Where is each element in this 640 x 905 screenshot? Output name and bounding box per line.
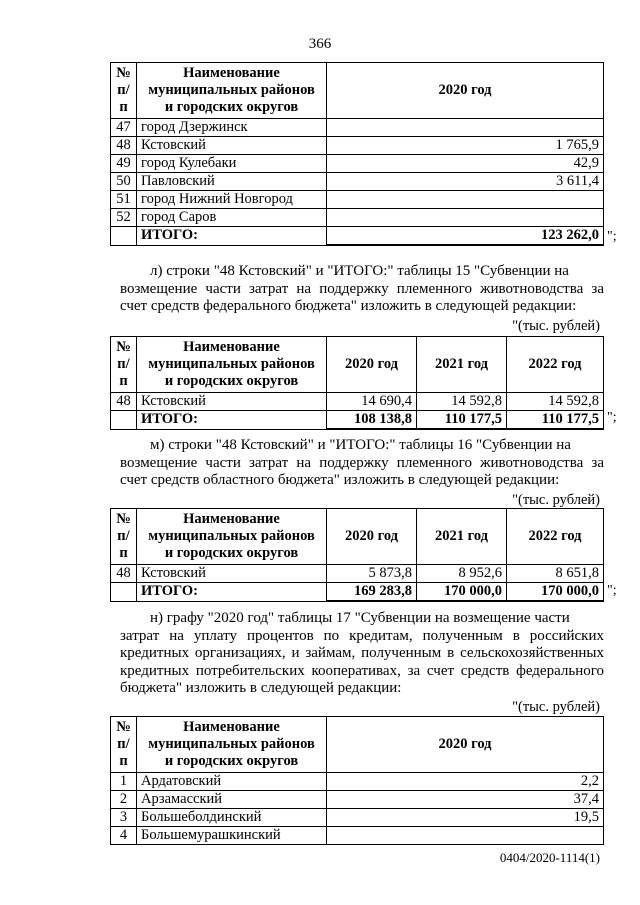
- table-row: [111, 809, 604, 827]
- row-number: 48: [111, 137, 137, 155]
- header-name: Наименование муниципальных районов и городских округов: [137, 509, 327, 565]
- header-year-2020: 2020 год: [327, 509, 417, 565]
- total-value: 123 262,0: [327, 227, 604, 246]
- amount: 3 611,4: [327, 173, 604, 191]
- header-no: № п/п: [111, 337, 137, 393]
- header-name: Наименование муниципальных районов и городских округов: [137, 63, 327, 119]
- header-year: 2020 год: [327, 63, 604, 119]
- table-close-quote: ";: [607, 410, 617, 425]
- table-row: 48 Кстовский 5 873,8 8 952,6 8 651,8: [111, 565, 604, 583]
- table-row: [111, 191, 604, 209]
- header-year-2021: 2021 год: [417, 337, 507, 393]
- district-name: город Дзержинск: [137, 119, 327, 137]
- table-row: [111, 137, 604, 155]
- table-subsidies-17: [110, 716, 604, 845]
- header-name: Наименование муниципальных районов и городских округов: [137, 717, 327, 773]
- unit-label-n: "(тыс. рублей): [512, 699, 600, 715]
- amount: [327, 209, 604, 227]
- row-number: 49: [111, 155, 137, 173]
- amount: [327, 119, 604, 137]
- header-no: № п/п: [111, 63, 137, 119]
- amount: 1 765,9: [327, 137, 604, 155]
- district-name: Кстовский: [137, 137, 327, 155]
- header-year: 2020 год: [327, 717, 604, 773]
- district-name: город Саров: [137, 209, 327, 227]
- district-name: Большеболдинский: [137, 809, 327, 827]
- total-label: ИТОГО:: [137, 227, 327, 246]
- page-number: 366: [308, 36, 332, 52]
- amount: 19,5: [327, 809, 604, 827]
- header-no: № п/п: [111, 509, 137, 565]
- unit-label-m: "(тыс. рублей): [512, 492, 600, 508]
- district-name: Павловский: [137, 173, 327, 191]
- table-row: [111, 827, 604, 845]
- amount: [327, 827, 604, 845]
- table-row: [111, 155, 604, 173]
- row-number: 4: [111, 827, 137, 845]
- paragraph-m: м) строки "48 Кстовский" и "ИТОГО:" таблицы 16 "Субвенции на возмещение части затрат на поддержку племенного животноводства за счет средств областного бюджета" изложить в следующей редакции:: [120, 437, 604, 488]
- table-row: [111, 209, 604, 227]
- header-no: № п/п: [111, 717, 137, 773]
- district-name: город Нижний Новгород: [137, 191, 327, 209]
- district-name: Арзамасский: [137, 791, 327, 809]
- row-number: 3: [111, 809, 137, 827]
- paragraph-l-first-line: л) строки "48 Кстовский" и "ИТОГО:" таблицы 15 "Субвенции на: [150, 263, 569, 279]
- amount: 2,2: [327, 773, 604, 791]
- amount: 42,9: [327, 155, 604, 173]
- district-name: город Кулебаки: [137, 155, 327, 173]
- header-year-2022: 2022 год: [507, 337, 604, 393]
- row-number: 2: [111, 791, 137, 809]
- table-row: [111, 119, 604, 137]
- district-name: Ардатовский: [137, 773, 327, 791]
- total-row: ИТОГО: 108 138,8 110 177,5 110 177,5: [111, 411, 604, 430]
- table-subsidies-15: [110, 336, 604, 430]
- row-number: 50: [111, 173, 137, 191]
- table-row: [111, 173, 604, 191]
- header-year-2022: 2022 год: [507, 509, 604, 565]
- header-name: Наименование муниципальных районов и городских округов: [137, 337, 327, 393]
- table-close-quote: ";: [607, 583, 617, 598]
- table-row: 48 Кстовский 14 690,4 14 592,8 14 592,8: [111, 393, 604, 411]
- table-row: [111, 791, 604, 809]
- table-subsidies-16: [110, 508, 604, 602]
- row-number: 52: [111, 209, 137, 227]
- row-number: 1: [111, 773, 137, 791]
- paragraph-l-text: возмещение части затрат на поддержку племенного животноводства за счет средств федерального бюджета" изложить в следующей редакции:: [120, 280, 604, 314]
- unit-label-l: "(тыс. рублей): [512, 318, 600, 334]
- paragraph-l: [120, 263, 604, 316]
- row-number: 51: [111, 191, 137, 209]
- district-name: Большемурашкинский: [137, 827, 327, 845]
- table-subsidies-1: [110, 62, 604, 246]
- table-close-quote: ";: [607, 229, 617, 244]
- amount: 37,4: [327, 791, 604, 809]
- paragraph-n: н) графу "2020 год" таблицы 17 "Субвенции на возмещение части затрат на уплату процентов по кредитам, полученным в российских кредитных организациях, и займам, полученным в сельскохозяйственных кредитных потребительских кооперативах, за счет средств федерального бюджета" изложить в следующей редакции:: [120, 610, 604, 696]
- row-number: 47: [111, 119, 137, 137]
- header-year-2021: 2021 год: [417, 509, 507, 565]
- document-code: 0404/2020-1114(1): [499, 850, 600, 865]
- table-row: [111, 773, 604, 791]
- amount: [327, 191, 604, 209]
- total-row: ИТОГО: 169 283,8 170 000,0 170 000,0: [111, 583, 604, 602]
- header-year-2020: 2020 год: [327, 337, 417, 393]
